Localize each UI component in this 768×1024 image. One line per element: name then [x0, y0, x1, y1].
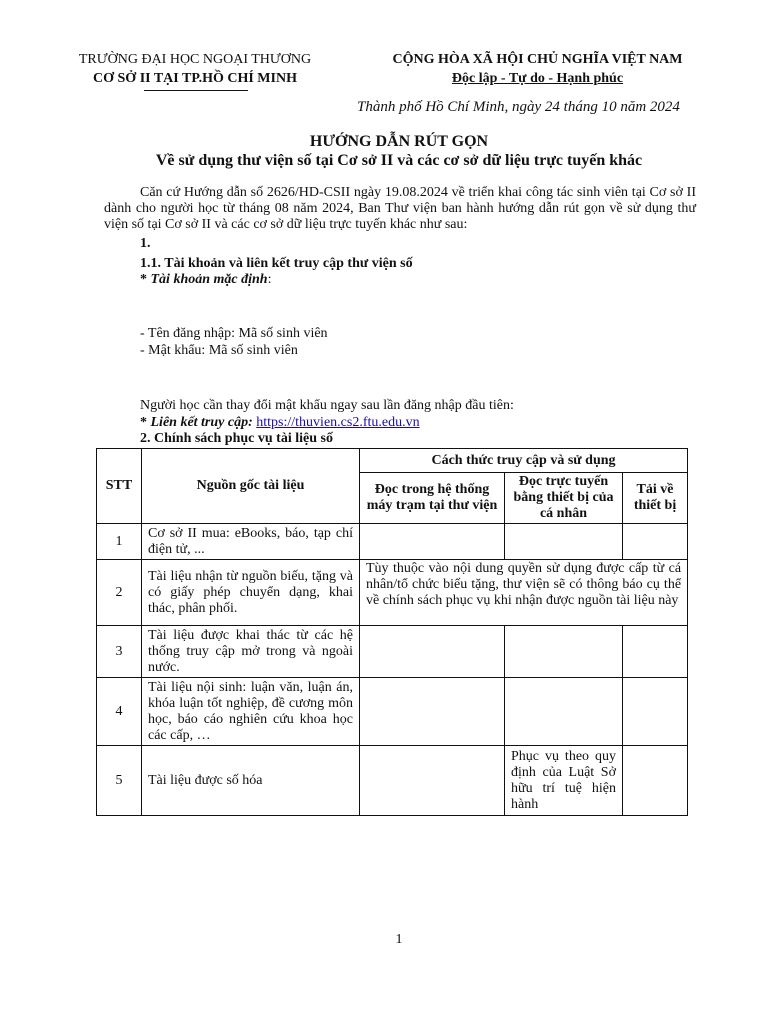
row-online: [505, 678, 623, 746]
school-name: TRƯỜNG ĐẠI HỌC NGOẠI THƯƠNG: [78, 52, 312, 67]
left-underline: [144, 90, 248, 91]
default-account-label: Tài khoản mặc định: [150, 272, 268, 287]
header-access-method: Cách thức truy cập và sử dụng: [360, 449, 688, 473]
table-header-row-1: [97, 449, 688, 473]
row-onsite: [360, 746, 505, 816]
row-stt: 5: [97, 746, 142, 816]
password-line: - Mật khẩu: Mã số sinh viên: [140, 343, 298, 358]
change-password-note: Người học cần thay đổi mật khẩu ngay sau lần đăng nhập đầu tiên:: [140, 398, 514, 413]
document-subtitle: Về sử dụng thư viện số tại Cơ sở II và các cơ sở dữ liệu trực tuyến khác: [155, 152, 643, 169]
section2-heading: 2. Chính sách phục vụ tài liệu số: [140, 431, 333, 446]
row-online: [505, 626, 623, 678]
document-title: HƯỚNG DẪN RÚT GỌN: [309, 133, 489, 150]
table-row: [97, 746, 688, 816]
row-source: Tài liệu được khai thác từ các hệ thống truy cập mở trong và ngoài nước.: [142, 626, 360, 678]
row-stt: 2: [97, 560, 142, 626]
row-onsite: [360, 524, 505, 560]
section1-heading: 1.1. Tài khoản và liên kết truy cập thư viện số: [140, 256, 413, 271]
row-source: Tài liệu nhận từ nguồn biếu, tặng và có giấy phép chuyển dạng, khai thác, phân phối.: [142, 560, 360, 626]
row-download: [623, 626, 688, 678]
header-onsite: Đọc trong hệ thống máy trạm tại thư viện: [360, 473, 505, 524]
row-stt: 3: [97, 626, 142, 678]
row-online: [505, 524, 623, 560]
date-line: Thành phố Hồ Chí Minh, ngày 24 tháng 10 năm 2024: [357, 99, 680, 115]
row-stt: 4: [97, 678, 142, 746]
row-online: Phục vụ theo quy định của Luật Sở hữu trí tuệ hiện hành: [505, 746, 623, 816]
access-link-star: *: [140, 415, 151, 430]
motto: Độc lập - Tự do - Hạnh phúc: [451, 71, 624, 86]
access-link-line: [140, 415, 420, 431]
access-link-url[interactable]: https://thuvien.cs2.ftu.edu.vn: [256, 415, 420, 430]
username-line: - Tên đăng nhập: Mã số sinh viên: [140, 326, 328, 341]
header-source: Nguồn gốc tài liệu: [142, 449, 360, 524]
row-merged-note: Tùy thuộc vào nội dung quyền sử dụng được cấp từ cá nhân/tổ chức biếu tặng, thư viện sẽ có thông báo cụ thể về chính sách phục vụ khi nhận được nguồn tài liệu này: [360, 560, 688, 626]
country-name: CỘNG HÒA XÃ HỘI CHỦ NGHĨA VIỆT NAM: [392, 52, 683, 67]
default-account-colon: :: [267, 272, 272, 287]
table-row: [97, 524, 688, 560]
default-account-star: *: [140, 272, 151, 287]
default-account-line: [140, 272, 271, 288]
policy-table: [96, 448, 688, 816]
row-stt: 1: [97, 524, 142, 560]
table-row: [97, 626, 688, 678]
table-row: [97, 560, 688, 626]
page-number: 1: [395, 932, 403, 947]
row-download: [623, 524, 688, 560]
row-source: Tài liệu nội sinh: luận văn, luận án, khóa luận tốt nghiệp, đề cương môn học, báo cáo nghiên cứu khoa học các cấp, …: [142, 678, 360, 746]
row-source: Tài liệu được số hóa: [142, 746, 360, 816]
header-stt: STT: [97, 449, 142, 524]
section1-number: 1.: [140, 236, 151, 251]
row-source: Cơ sở II mua: eBooks, báo, tạp chí điện tử, ...: [142, 524, 360, 560]
row-onsite: [360, 678, 505, 746]
row-download: [623, 746, 688, 816]
table-row: [97, 678, 688, 746]
header-online: Đọc trực tuyến bằng thiết bị của cá nhân: [505, 473, 623, 524]
access-link-label: Liên kết truy cập:: [150, 415, 253, 430]
intro-paragraph: Căn cứ Hướng dẫn số 2626/HD-CSII ngày 19.08.2024 về triển khai công tác sinh viên tại Cơ sở II dành cho người học từ tháng 08 năm 2024, Ban Thư viện ban hành hướng dẫn rút gọn về sử dụng thư viện số tại Cơ sở II và các cơ sở dữ liệu trực tuyến khác như sau:: [104, 185, 696, 232]
campus-name: CƠ SỞ II TẠI TP.HỒ CHÍ MINH: [93, 71, 297, 86]
row-onsite: [360, 626, 505, 678]
row-download: [623, 678, 688, 746]
header-download: Tải về thiết bị: [623, 473, 688, 524]
